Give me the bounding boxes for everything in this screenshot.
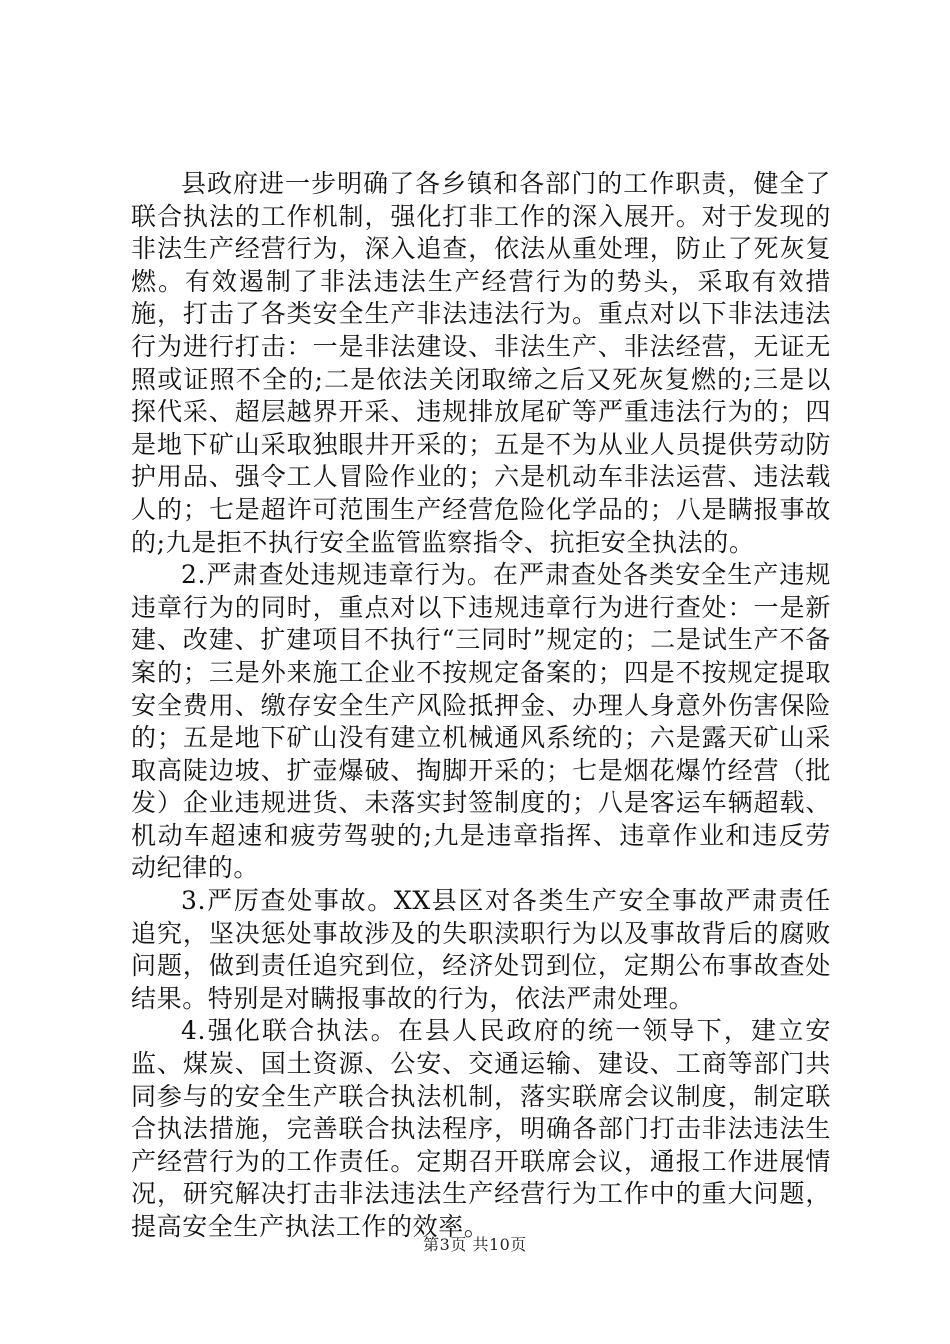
page-number-footer: 第3页 共10页 [423, 1235, 527, 1254]
paragraph-section-3: 3.严厉查处事故。XX县区对各类生产安全事故严肃责任追究，坚决惩处事故涉及的失职渎职行为以及事故背后的腐败问题，做到责任追究到位，经济处罚到位，定期公布事故查处结果。特别是对瞒报事故的行为，依法严肃处理。 [131, 886, 831, 1013]
paragraph-section-2: 2.严肃查处违规违章行为。在严肃查处各类安全生产违规违章行为的同时，重点对以下违规违章行为进行查处：一是新建、改建、扩建项目不执行“三同时”规定的；二是试生产不备案的；三是外来施工企业不按规定备案的；四是不按规定提取安全费用、缴存安全生产风险抵押金、办理人身意外伤害保险的；五是地下矿山没有建立机械通风系统的；六是露天矿山采取高陡边坡、扩壶爆破、掏脚开采的；七是烟花爆竹经营（批发）企业违规进货、未落实封签制度的；八是客运车辆超载、机动车超速和疲劳驾驶的;九是违章指挥、违章作业和违反劳动纪律的。 [131, 560, 831, 883]
paragraph-intro: 县政府进一步明确了各乡镇和各部门的工作职责，健全了联合执法的工作机制，强化打非工作的深入展开。对于发现的非法生产经营行为，深入追查，依法从重处理，防止了死灰复燃。有效遏制了非法违法生产经营行为的势头，采取有效措施，打击了各类安全生产非法违法行为。重点对以下非法违法行为进行打击：一是非法建设、非法生产、非法经营，无证无照或证照不全的;二是依法关闭取缔之后又死灰复燃的;三是以探代采、超层越界开采、违规排放尾矿等严重违法行为的；四是地下矿山采取独眼井开采的；五是不为从业人员提供劳动防护用品、强令工人冒险作业的；六是机动车非法运营、违法载人的；七是超许可范围生产经营危险化学品的；八是瞒报事故的;九是拒不执行安全监管监察指令、抗拒安全执法的。 [131, 169, 831, 557]
document-body [131, 168, 831, 1244]
paragraph-section-4: 4.强化联合执法。在县人民政府的统一领导下，建立安监、煤炭、国土资源、公安、交通运输、建设、工商等部门共同参与的安全生产联合执法机制，落实联席会议制度，制定联合执法措施，完善联合执法程序，明确各部门打击非法违法生产经营行为的工作责任。定期召开联席会议，通报工作进展情况，研究解决打击非法违法生产经营行为工作中的重大问题，提高安全生产执法工作的效率。 [131, 1016, 831, 1241]
